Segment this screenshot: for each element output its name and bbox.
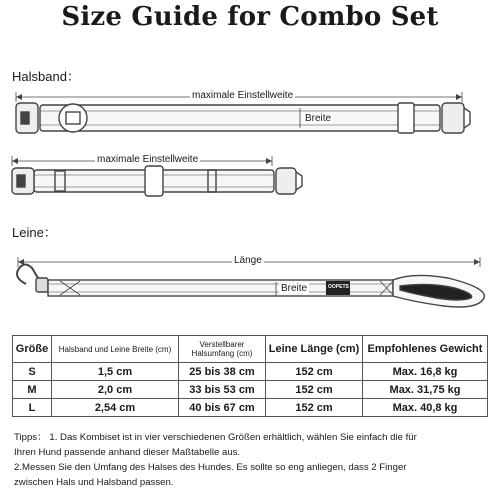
tips-line: Ihren Hund passende anhand dieser Maßtabelle aus. bbox=[14, 447, 241, 458]
table-row bbox=[13, 381, 488, 399]
tips-line: zwischen Hals und Halsband passen. bbox=[14, 477, 174, 488]
page-title: Size Guide for Combo Set bbox=[61, 2, 439, 32]
cell-size: L bbox=[13, 399, 52, 417]
table-row bbox=[13, 399, 488, 417]
size-table bbox=[12, 335, 488, 417]
cell-width: 2,0 cm bbox=[52, 381, 179, 399]
header-width: Halsband und Leine Breite (cm) bbox=[52, 336, 179, 363]
brand-tag: OOPETS bbox=[328, 284, 349, 290]
cell-neck: 33 bis 53 cm bbox=[179, 381, 266, 399]
table-row bbox=[13, 363, 488, 381]
collar-large-drawing bbox=[16, 103, 470, 133]
collar-small-max-label: maximale Einstellweite bbox=[97, 154, 199, 165]
collar-small-drawing bbox=[12, 166, 302, 196]
leash-drawing bbox=[17, 264, 484, 307]
header-leash-length: Leine Länge (cm) bbox=[266, 336, 363, 363]
cell-neck: 25 bis 38 cm bbox=[179, 363, 266, 381]
cell-size: M bbox=[13, 381, 52, 399]
tips-line: 2.Messen Sie den Umfang des Halses des Hundes. Es sollte so eng anliegen, dass 2 Finger bbox=[14, 462, 407, 473]
collar-section-label: Halsband： bbox=[12, 69, 80, 84]
tips-text bbox=[14, 430, 490, 490]
cell-width: 2,54 cm bbox=[52, 399, 179, 417]
leash-width-label: Breite bbox=[281, 283, 308, 294]
table-header-row bbox=[13, 336, 488, 363]
cell-length: 152 cm bbox=[266, 399, 363, 417]
cell-length: 152 cm bbox=[266, 381, 363, 399]
collar-max-label: maximale Einstellweite bbox=[192, 90, 294, 101]
cell-weight: Max. 31,75 kg bbox=[363, 381, 488, 399]
cell-size: S bbox=[13, 363, 52, 381]
cell-weight: Max. 40,8 kg bbox=[363, 399, 488, 417]
leash-length-label: Länge bbox=[234, 255, 262, 266]
cell-length: 152 cm bbox=[266, 363, 363, 381]
header-weight: Empfohlenes Gewicht bbox=[363, 336, 488, 363]
cell-width: 1,5 cm bbox=[52, 363, 179, 381]
header-size: Größe bbox=[13, 336, 52, 363]
header-neck: Verstellbarer Halsumfang (cm) bbox=[179, 336, 266, 363]
leash-section-label: Leine： bbox=[12, 225, 57, 240]
tips-line: Tipps： 1. Das Kombiset ist in vier verschiedenen Größen erhältlich, wählen Sie einfach die für bbox=[14, 432, 417, 443]
cell-weight: Max. 16,8 kg bbox=[363, 363, 488, 381]
collar-width-label: Breite bbox=[305, 113, 332, 124]
cell-neck: 40 bis 67 cm bbox=[179, 399, 266, 417]
